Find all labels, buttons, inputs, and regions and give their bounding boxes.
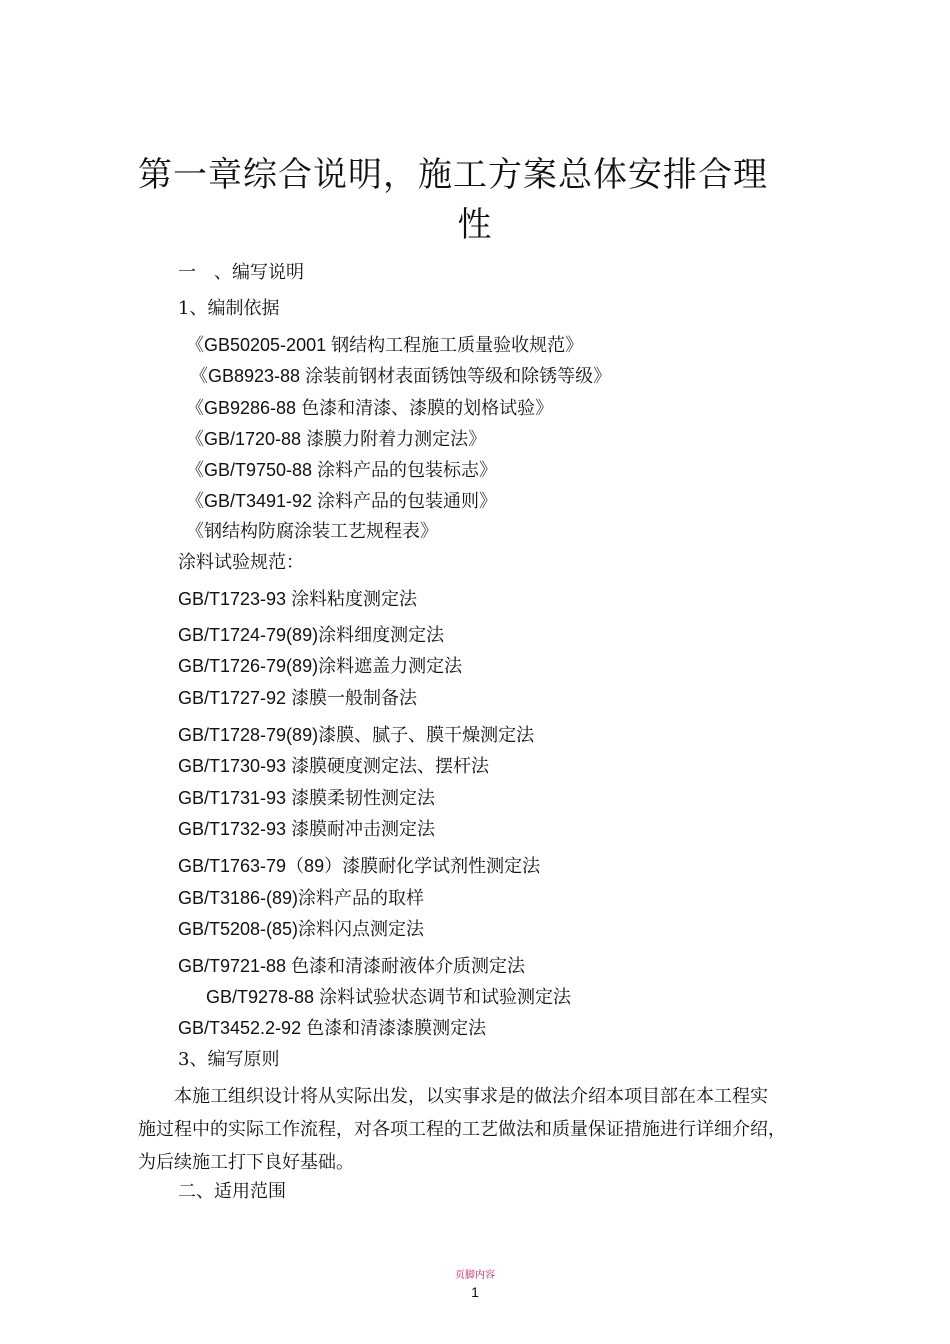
standard-item: 《GB8923-88 涂装前钢材表面锈蚀等级和除锈等级》	[190, 366, 612, 386]
principle-paragraph	[138, 1080, 818, 1179]
test-spec-heading: 涂料试验规范：	[178, 552, 304, 573]
standard-item: 《GB/T3491-92 涂料产品的包装通则》	[186, 491, 498, 511]
test-spec-item: GB/T1763-79（89）漆膜耐化学试剂性测定法	[178, 856, 541, 876]
subsection-heading-principles: 3、编写原则	[178, 1049, 280, 1070]
test-spec-item: GB/T1732-93 漆膜耐冲击测定法	[178, 819, 436, 839]
paragraph-line: 本施工组织设计将从实际出发，以实事求是的做法介绍本项目部在本工程实	[138, 1086, 768, 1107]
section-heading-scope: 二、适用范围	[178, 1181, 286, 1202]
test-spec-item: GB/T1726-79(89)涂料遮盖力测定法	[178, 656, 463, 676]
test-spec-item: GB/T9278-88 涂料试验状态调节和试验测定法	[206, 987, 572, 1007]
test-spec-item: GB/T9721-88 色漆和清漆耐液体介质测定法	[178, 956, 526, 976]
paragraph-line: 施过程中的实际工作流程，对各项工程的工艺做法和质量保证措施进行详细介绍，	[138, 1119, 786, 1140]
page-number: 1	[471, 1284, 479, 1300]
test-spec-item: GB/T1730-93 漆膜硬度测定法、摆杆法	[178, 756, 490, 776]
test-spec-item: GB/T3452.2-92 色漆和清漆漆膜测定法	[178, 1018, 487, 1038]
standard-item: 《GB50205-2001 钢结构工程施工质量验收规范》	[186, 335, 584, 355]
standard-item: 《钢结构防腐涂装工艺规程表》	[186, 521, 438, 542]
footer-content: 页脚内容	[455, 1270, 495, 1281]
paragraph-line: 为后续施工打下良好基础。	[138, 1152, 354, 1173]
test-spec-item: GB/T1728-79(89)漆膜、腻子、膜干燥测定法	[178, 725, 535, 745]
test-spec-item: GB/T3186-(89)涂料产品的取样	[178, 888, 425, 908]
chapter-title-line1: 第一章综合说明，施工方案总体安排合理	[138, 155, 768, 195]
standard-item: 《GB/T9750-88 涂料产品的包装标志》	[186, 460, 498, 480]
standard-item: 《GB9286-88 色漆和清漆、漆膜的划格试验》	[186, 398, 554, 418]
test-spec-item: GB/T1723-93 涂料粘度测定法	[178, 589, 418, 609]
test-spec-item: GB/T1724-79(89)涂料细度测定法	[178, 625, 445, 645]
standard-item: 《GB/1720-88 漆膜力附着力测定法》	[186, 429, 487, 449]
test-spec-item: GB/T1727-92 漆膜一般制备法	[178, 688, 418, 708]
test-spec-item: GB/T1731-93 漆膜柔韧性测定法	[178, 788, 436, 808]
chapter-title-line2: 性	[457, 205, 493, 245]
subsection-heading-basis: 1、编制依据	[178, 298, 280, 319]
section-heading-writing-notes: 一 、编写说明	[178, 262, 304, 283]
test-spec-item: GB/T5208-(85)涂料闪点测定法	[178, 919, 425, 939]
